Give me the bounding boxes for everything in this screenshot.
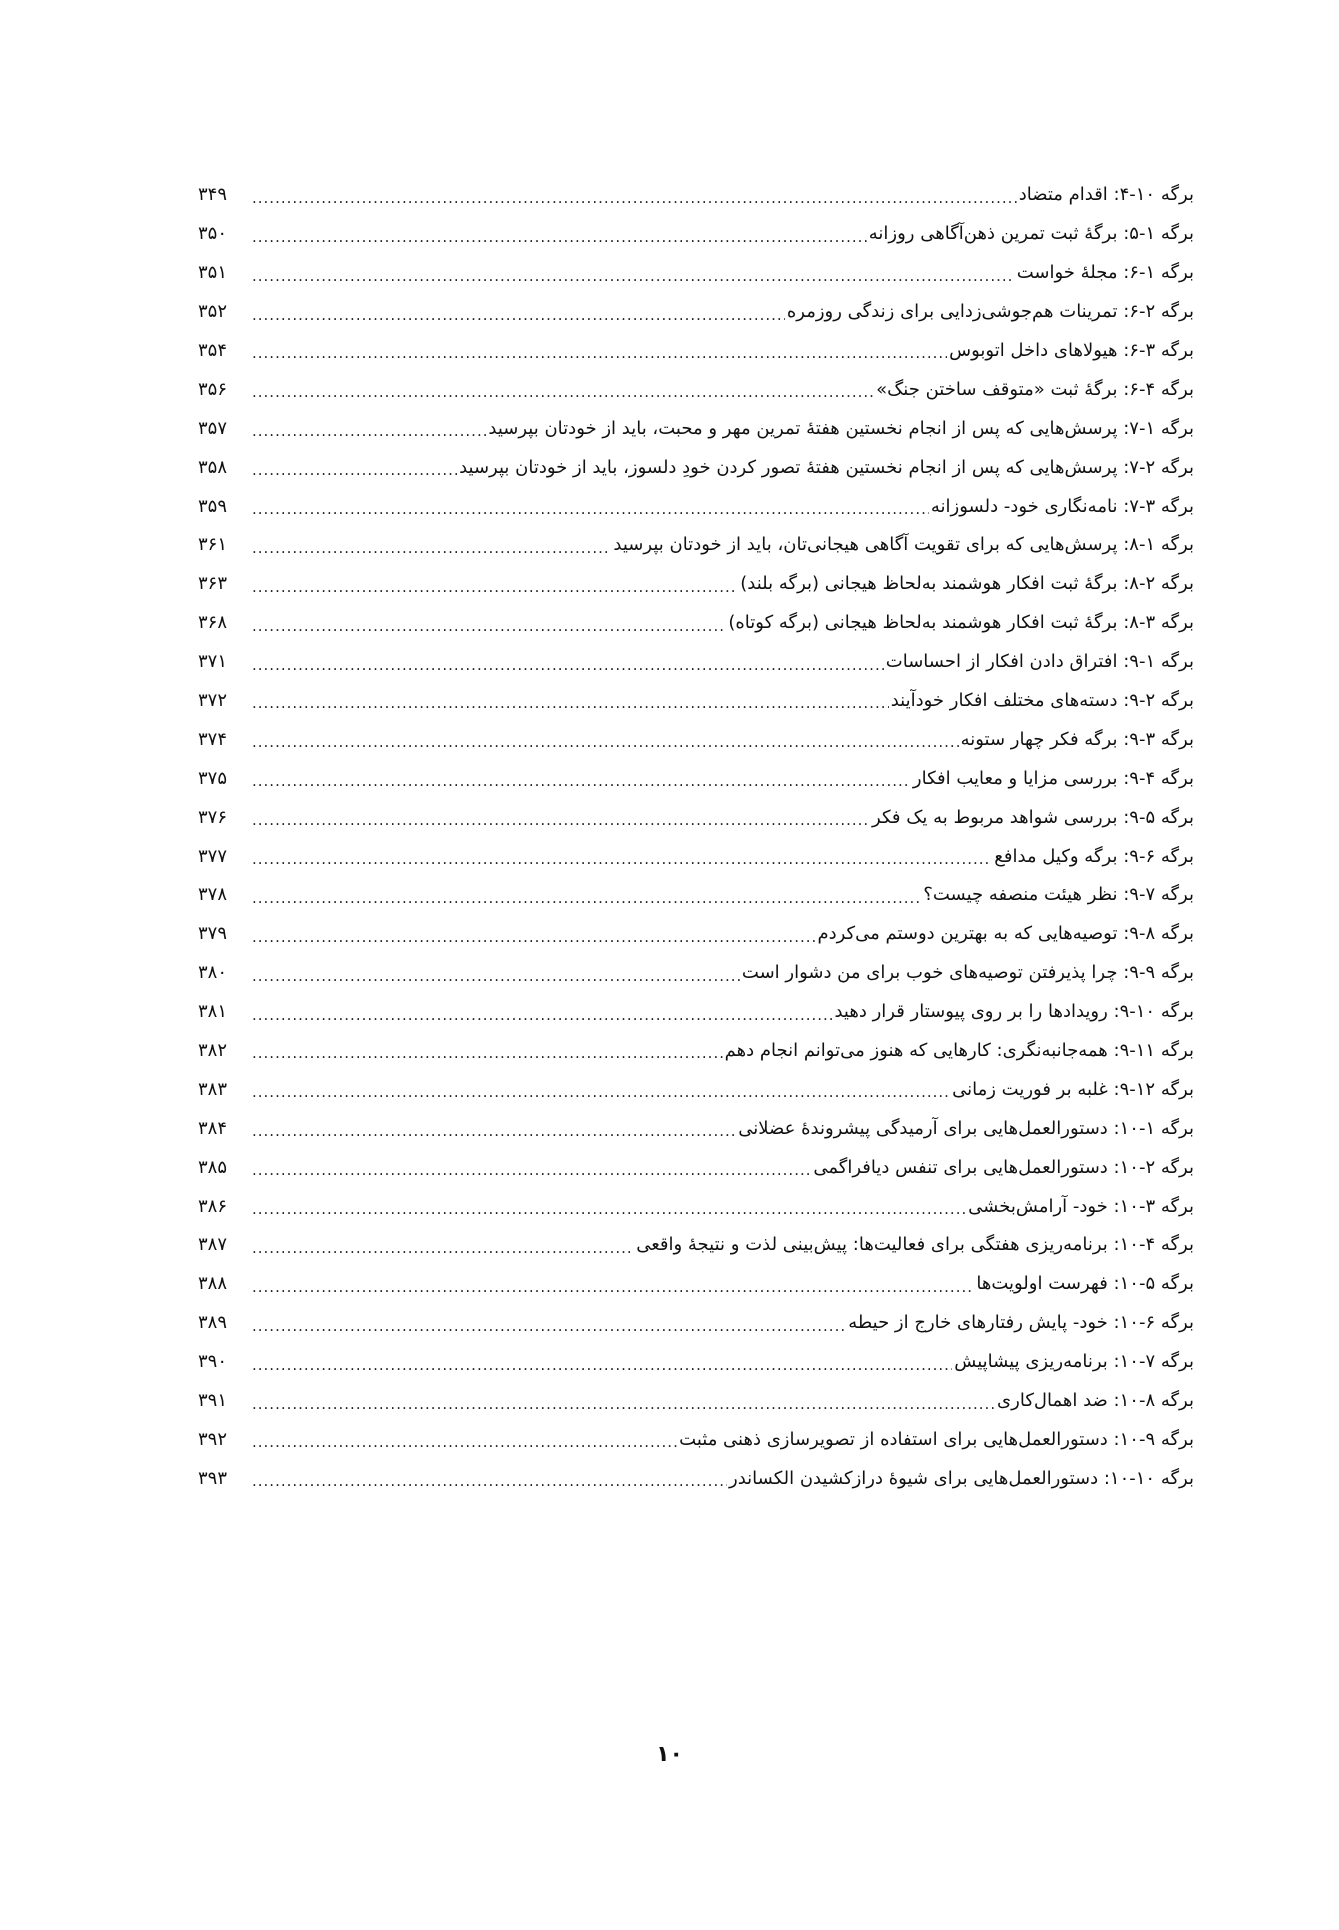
toc-entry[interactable]	[198, 1343, 1194, 1382]
dot-leader	[252, 1435, 677, 1459]
toc-entry[interactable]	[198, 954, 1194, 993]
dot-leader	[252, 969, 740, 993]
toc-entry-title: برگه ۸-۹: توصیه‌هایی که به بهترین دوستم می‌کردم	[817, 923, 1194, 945]
toc-entry-title: برگه ۲-۷: پرسش‌هایی که پس از انجام نخستین هفتۀ تصور کردن خودِ دلسوز، باید از خودتان بپرسید	[459, 456, 1194, 478]
toc-entry-title: برگه ۳-۶: هیولاهای داخل اتوبوس	[949, 340, 1194, 361]
dot-leader	[252, 385, 874, 409]
toc-entry-page-number: ۳۹۱	[198, 1390, 228, 1412]
toc-entry[interactable]	[198, 643, 1194, 682]
toc-entry-page-number: ۳۸۰	[198, 962, 228, 984]
dot-leader	[252, 541, 611, 565]
toc-entry-page-number: ۳۸۹	[198, 1312, 228, 1334]
toc-entry-page-number: ۳۸۲	[198, 1040, 228, 1062]
toc-entry[interactable]	[198, 876, 1194, 915]
toc-entry-title: برگه ۴-۱۰: برنامه‌ریزی هفتگی برای فعالیت‌ها: پیش‌بینی لذت و نتیجۀ واقعی	[636, 1234, 1194, 1256]
toc-entry-page-number: ۳۸۳	[198, 1078, 228, 1100]
toc-entry-title: برگه ۸-۱۰: ضد اهمال‌کاری	[997, 1390, 1194, 1412]
toc-entry[interactable]	[198, 1421, 1194, 1460]
toc-entry[interactable]	[198, 915, 1194, 954]
toc-entry-page-number: ۳۸۱	[198, 1001, 228, 1023]
toc-entry-page-number: ۳۸۷	[198, 1234, 228, 1256]
toc-entry-title: برگه ۷-۹: نظر هیئت منصفه چیست؟	[923, 884, 1194, 906]
toc-entry-page-number: ۳۸۵	[198, 1156, 228, 1178]
dot-leader	[252, 502, 929, 526]
toc-entry-title: برگه ۱۰-۹: رویدادها را بر روی پیوستار قرار دهید	[834, 1001, 1194, 1023]
dot-leader	[252, 424, 486, 448]
toc-entry[interactable]	[198, 1187, 1194, 1226]
toc-entry[interactable]	[198, 370, 1194, 409]
toc-entry[interactable]	[198, 1265, 1194, 1304]
toc-entry-page-number: ۳۵۷	[198, 417, 228, 439]
toc-entry-title: برگه ۲-۸: برگۀ ثبت افکار هوشمند به‌لحاظ هیجانی (برگه بلند)	[740, 573, 1194, 595]
toc-entry[interactable]	[198, 993, 1194, 1032]
toc-entry-page-number: ۳۷۸	[198, 884, 228, 906]
toc-entry-title: برگه ۱-۷: پرسش‌هایی که پس از انجام نخستین هفتۀ تمرین مهر و محبت، باید از خودتان بپرسید	[488, 417, 1194, 439]
toc-entry-title: برگه ۳-۷: نامه‌نگاری خود- دلسوزانه	[930, 495, 1194, 517]
dot-leader	[252, 1085, 950, 1109]
toc-entry-title: برگه ۱-۵: برگۀ ثبت تمرین ذهن‌آگاهی روزانه	[868, 223, 1194, 245]
toc-entry-page-number: ۳۹۰	[198, 1351, 228, 1373]
dot-leader	[252, 580, 738, 604]
toc-entry-page-number: ۳۷۹	[198, 923, 228, 945]
toc-entry-title: برگه ۵-۹: بررسی شواهد مربوط به یک فکر	[872, 806, 1194, 828]
toc-entry-title: برگه ۴-۶: برگۀ ثبت «متوقف ساختن جنگ»	[876, 378, 1194, 400]
toc-entry[interactable]	[198, 604, 1194, 643]
toc-entry-page-number: ۳۵۱	[198, 262, 228, 284]
toc-entry-title: برگه ۳-۸: برگۀ ثبت افکار هوشمند به‌لحاظ هیجانی (برگه کوتاه)	[728, 612, 1194, 634]
toc-entry[interactable]	[198, 565, 1194, 604]
toc-entry-title: برگه ۶-۱۰: خود- پایش رفتارهای خارج از حیطه	[848, 1312, 1194, 1334]
toc-entry-page-number: ۳۶۸	[198, 612, 228, 634]
toc-entry-page-number: ۳۶۱	[198, 534, 228, 556]
toc-entry-title: برگه ۱-۸: پرسش‌هایی که برای تقویت آگاهی هیجانی‌تان، باید از خودتان بپرسید	[613, 534, 1194, 556]
toc-entry[interactable]	[198, 487, 1194, 526]
dot-leader	[252, 346, 947, 370]
toc-entry-title: برگه ۱-۹: افتراق دادن افکار از احساسات	[885, 651, 1194, 673]
toc-entry[interactable]	[198, 1382, 1194, 1421]
toc-entry[interactable]	[198, 215, 1194, 254]
toc-entry-title: برگه ۲-۹: دسته‌های مختلف افکار خودآیند	[890, 690, 1194, 712]
toc-entry[interactable]	[198, 1226, 1194, 1265]
table-of-contents	[198, 176, 1194, 1498]
toc-entry-title: برگه ۱۰-۴: اقدام متضاد	[1018, 184, 1194, 206]
toc-entry-page-number: ۳۸۴	[198, 1117, 228, 1139]
toc-entry-title: برگه ۶-۹: برگه وکیل مدافع	[994, 845, 1194, 867]
toc-entry[interactable]	[198, 1304, 1194, 1343]
dot-leader	[252, 1280, 974, 1304]
dot-leader	[252, 1241, 634, 1265]
dot-leader	[252, 1474, 727, 1498]
dot-leader	[252, 308, 785, 332]
toc-entry[interactable]	[198, 1459, 1194, 1498]
dot-leader	[252, 1319, 846, 1343]
toc-entry-page-number: ۳۷۵	[198, 767, 228, 789]
toc-entry[interactable]	[198, 526, 1194, 565]
toc-entry-title: برگه ۹-۱۰: دستورالعمل‌هایی برای استفاده از تصویرسازی ذهنی مثبت	[679, 1428, 1194, 1450]
toc-entry[interactable]	[198, 332, 1194, 371]
toc-entry-page-number: ۳۹۲	[198, 1428, 228, 1450]
dot-leader	[252, 735, 959, 759]
dot-leader	[252, 1358, 952, 1382]
toc-entry[interactable]	[198, 1148, 1194, 1187]
toc-entry-page-number: ۳۴۹	[198, 184, 228, 206]
toc-entry-title: برگه ۴-۹: بررسی مزایا و معایب افکار	[912, 767, 1194, 789]
toc-entry[interactable]	[198, 837, 1194, 876]
toc-entry-title: برگه ۳-۹: برگه فکر چهار ستونه	[960, 728, 1194, 750]
toc-entry-title: برگه ۱۱-۹: همه‌جانبه‌نگری: کارهایی که هنوز می‌توانم انجام دهم	[724, 1040, 1194, 1062]
toc-entry-page-number: ۳۶۳	[198, 573, 228, 595]
toc-entry-title: برگه ۲-۱۰: دستورالعمل‌هایی برای تنفس دیافراگمی	[813, 1156, 1194, 1178]
dot-leader	[252, 1046, 723, 1070]
dot-leader	[252, 1124, 736, 1148]
dot-leader	[252, 230, 867, 254]
toc-entry-page-number: ۳۸۸	[198, 1273, 228, 1295]
dot-leader	[252, 1397, 995, 1421]
toc-entry-title: برگه ۵-۱۰: فهرست اولویت‌ها	[976, 1273, 1194, 1295]
dot-leader	[252, 1163, 811, 1187]
dot-leader	[252, 696, 889, 720]
toc-entry-title: برگه ۹-۹: چرا پذیرفتن توصیه‌های خوب برای من دشوار است	[741, 962, 1194, 984]
toc-entry-page-number: ۳۸۶	[198, 1195, 228, 1217]
toc-entry-title: برگه ۱-۱۰: دستورالعمل‌هایی برای آرمیدگی پیشروندۀ عضلانی	[738, 1117, 1194, 1139]
dot-leader	[252, 930, 815, 954]
toc-entry[interactable]	[198, 1109, 1194, 1148]
toc-entry[interactable]	[198, 1070, 1194, 1109]
toc-entry[interactable]	[198, 1032, 1194, 1071]
dot-leader	[252, 619, 726, 643]
toc-entry-title: برگه ۳-۱۰: خود- آرامش‌بخشی	[968, 1195, 1194, 1217]
toc-entry[interactable]	[198, 293, 1194, 332]
toc-entry[interactable]	[198, 720, 1194, 759]
dot-leader	[252, 852, 992, 876]
toc-entry-page-number: ۳۷۱	[198, 651, 228, 673]
toc-entry-page-number: ۳۷۲	[198, 690, 228, 712]
toc-entry[interactable]	[198, 759, 1194, 798]
toc-entry-page-number: ۳۷۶	[198, 806, 228, 828]
toc-entry-page-number: ۳۵۴	[198, 340, 228, 361]
dot-leader	[252, 891, 921, 915]
toc-entry-page-number: ۳۵۹	[198, 495, 228, 517]
toc-entry[interactable]	[198, 798, 1194, 837]
toc-entry-title: برگه ۷-۱۰: برنامه‌ریزی پیشاپیش	[954, 1351, 1194, 1373]
toc-entry-title: برگه ۱۰-۱۰: دستورالعمل‌هایی برای شیوۀ درازکشیدن الکساندر	[729, 1467, 1194, 1489]
toc-entry[interactable]	[198, 409, 1194, 448]
toc-entry-title: برگه ۲-۶: تمرینات هم‌جوشی‌زدایی برای زندگی روزمره	[786, 301, 1194, 323]
dot-leader	[252, 1202, 966, 1226]
dot-leader	[252, 813, 870, 837]
toc-entry-page-number: ۳۵۲	[198, 301, 228, 323]
dot-leader	[252, 463, 457, 487]
toc-entry[interactable]	[198, 448, 1194, 487]
dot-leader	[252, 269, 1015, 293]
toc-entry-title: برگه ۱-۶: مجلۀ خواست	[1016, 262, 1194, 284]
toc-entry[interactable]	[198, 176, 1194, 215]
toc-entry-page-number: ۳۹۳	[198, 1467, 228, 1489]
dot-leader	[252, 658, 884, 682]
toc-entry-page-number: ۳۵۸	[198, 456, 228, 478]
toc-entry-title: برگه ۱۲-۹: غلبه بر فوریت زمانی	[952, 1078, 1194, 1100]
dot-leader	[252, 191, 1017, 215]
toc-entry-page-number: ۳۵۰	[198, 223, 228, 245]
toc-entry-page-number: ۳۷۴	[198, 728, 228, 750]
toc-entry-page-number: ۳۵۶	[198, 378, 228, 400]
toc-entry[interactable]	[198, 254, 1194, 293]
toc-entry[interactable]	[198, 682, 1194, 721]
dot-leader	[252, 774, 911, 798]
dot-leader	[252, 1008, 832, 1032]
toc-entry-page-number: ۳۷۷	[198, 845, 228, 867]
page-number: ۱۰	[656, 1742, 683, 1767]
